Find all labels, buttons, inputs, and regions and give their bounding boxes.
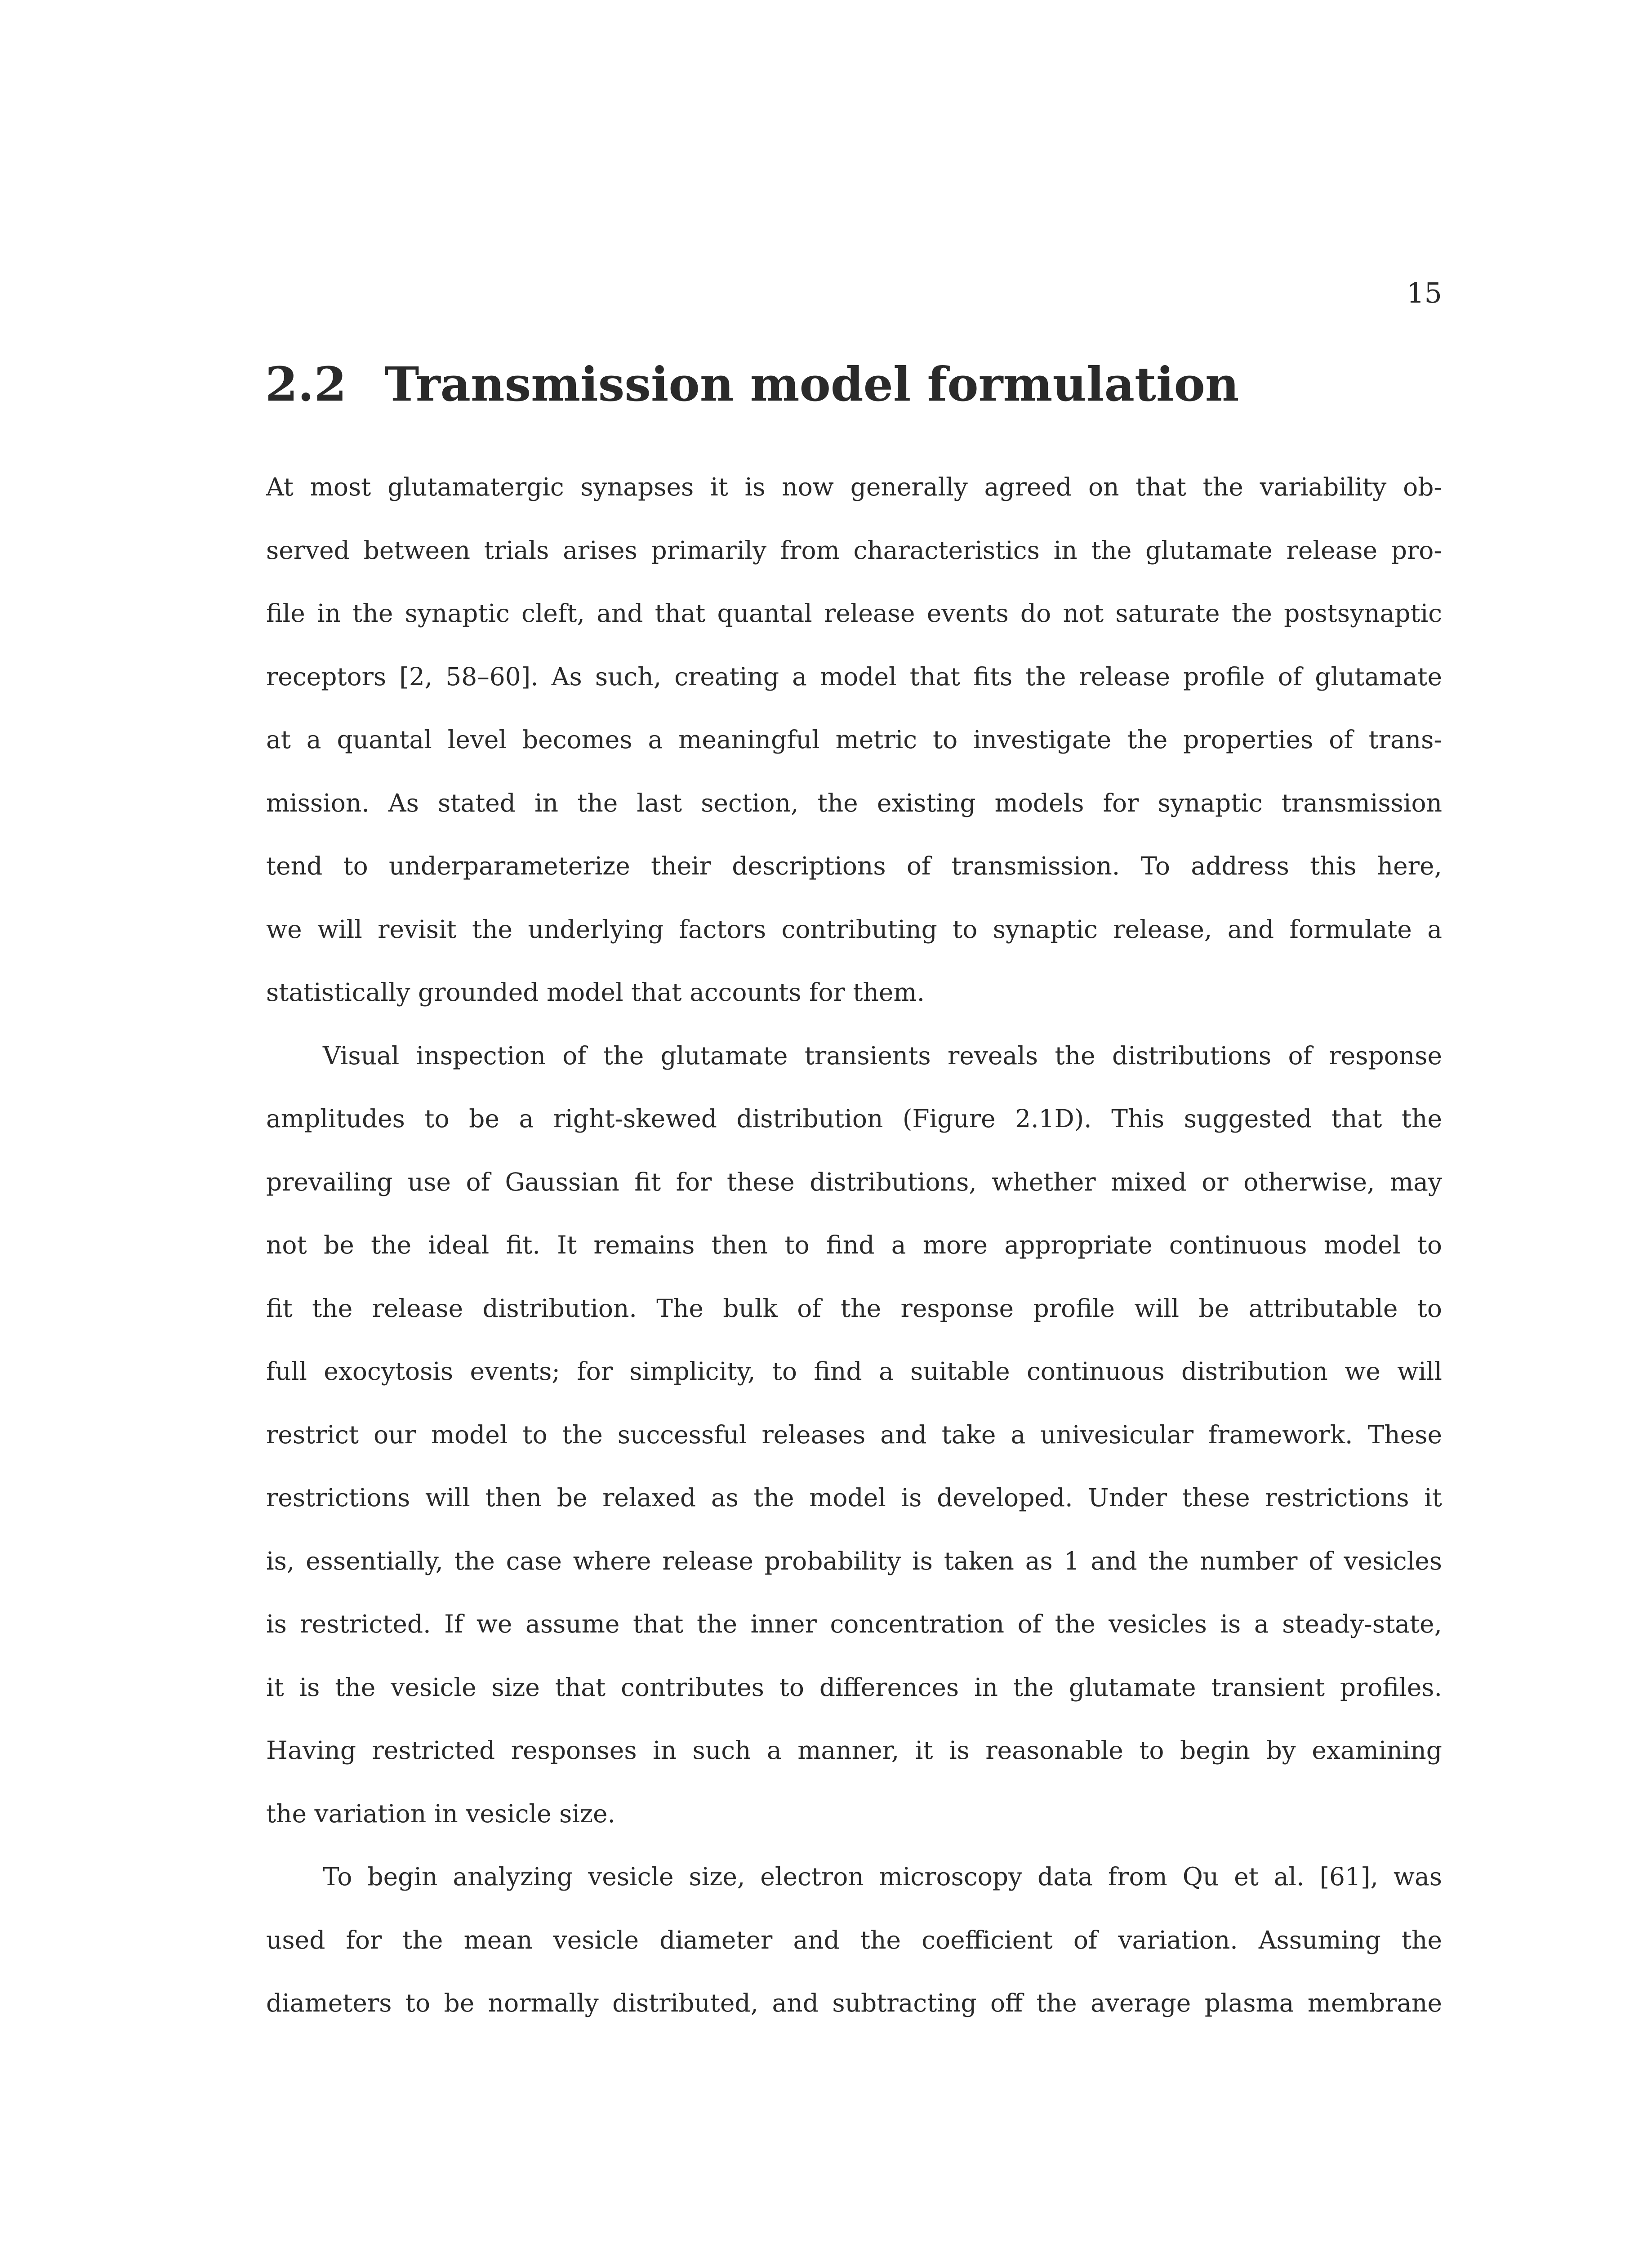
text-line: Visual inspection of the glutamate transients reveals the distributions of response (323, 1041, 1442, 1070)
text-line: file in the synaptic cleft, and that quantal release events do not saturate the postsynaptic (266, 599, 1442, 628)
text-line: mission. As stated in the last section, the existing models for synaptic transmission (266, 788, 1442, 817)
paragraph-3 (266, 1845, 1442, 2035)
section-number: 2.2 (265, 357, 347, 412)
text-line: we will revisit the underlying factors contributing to synaptic release, and formulate a (266, 914, 1442, 944)
text-line: Having restricted responses in such a manner, it is reasonable to begin by examining (266, 1736, 1442, 1765)
text-line: statistically grounded model that accounts for them. (266, 978, 925, 1007)
paragraph-1 (266, 455, 1442, 1024)
text-line: receptors [2, 58–60]. As such, creating a model that fits the release profile of glutamate (266, 662, 1442, 691)
text-line: At most glutamatergic synapses it is now generally agreed on that the variability ob- (266, 473, 1442, 501)
text-line: tend to underparameterize their descriptions of transmission. To address this here, (266, 852, 1442, 880)
paragraph-2 (266, 1024, 1442, 1846)
text-line: amplitudes to be a right-skewed distribution (Figure 2.1D). This suggested that the (266, 1104, 1442, 1133)
text-line: not be the ideal fit. It remains then to find a more appropriate continuous model to (266, 1231, 1442, 1259)
text-line: To begin analyzing vesicle size, electron microscopy data from Qu et al. [61], was (323, 1862, 1442, 1891)
section-title: Transmission model formulation (384, 357, 1239, 412)
text-line: is restricted. If we assume that the inner concentration of the vesicles is a steady-state, (266, 1610, 1442, 1638)
text-line: at a quantal level becomes a meaningful metric to investigate the properties of trans- (266, 725, 1442, 754)
text-line: diameters to be normally distributed, and subtracting off the average plasma membrane (266, 1989, 1442, 2017)
text-line: prevailing use of Gaussian fit for these distributions, whether mixed or otherwise, may (266, 1167, 1442, 1196)
text-line: fit the release distribution. The bulk of the response profile will be attributable to (266, 1293, 1442, 1323)
section-heading (265, 355, 1239, 414)
text-line: served between trials arises primarily from characteristics in the glutamate release pro- (266, 535, 1442, 565)
body-text (266, 455, 1442, 2035)
text-line: is, essentially, the case where release probability is taken as 1 and the number of vesicles (266, 1546, 1442, 1575)
text-line: the variation in vesicle size. (266, 1799, 615, 1828)
text-line: used for the mean vesicle diameter and the coefficient of variation. Assuming the (266, 1925, 1442, 1954)
page-number: 15 (1407, 277, 1442, 309)
text-line: full exocytosis events; for simplicity, to find a suitable continuous distribution we will (266, 1357, 1442, 1386)
text-line: restrictions will then be relaxed as the model is developed. Under these restrictions it (266, 1483, 1442, 1512)
text-line: it is the vesicle size that contributes to differences in the glutamate transient profiles. (266, 1673, 1442, 1702)
text-line: restrict our model to the successful releases and take a univesicular framework. These (266, 1420, 1442, 1449)
